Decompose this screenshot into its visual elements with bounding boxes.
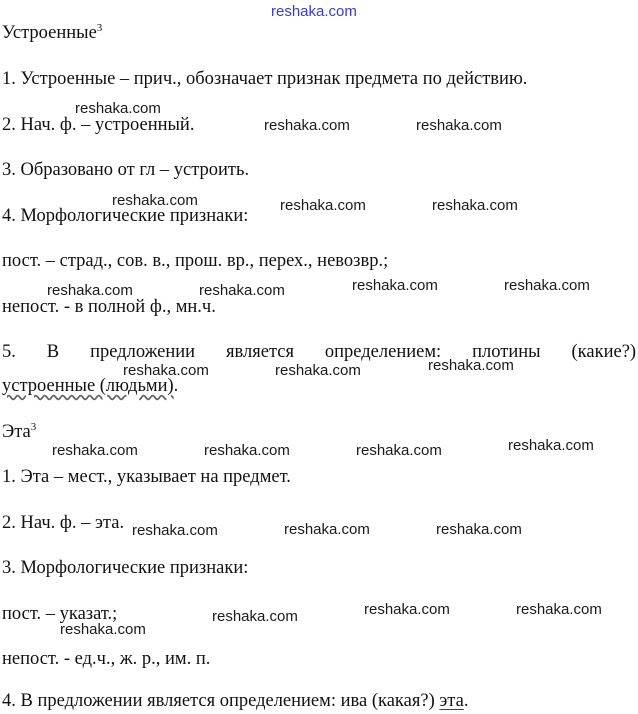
section1-item-1: 1. Устроенные – прич., обозначает признак предмета по действию.: [2, 69, 528, 89]
period: .: [463, 691, 469, 711]
watermark: reshaka.com: [52, 442, 138, 459]
top-watermark: reshaka.com: [271, 3, 357, 20]
section1-constant: пост. – страд., сов. в., прош. вр., перех., невозвр.;: [2, 251, 389, 271]
section1-item-5-line1: [2, 341, 636, 363]
watermark: reshaka.com: [504, 277, 590, 294]
watermark: reshaka.com: [199, 282, 285, 299]
watermark: reshaka.com: [75, 100, 161, 117]
watermark: reshaka.com: [352, 277, 438, 294]
watermark: reshaka.com: [112, 192, 198, 209]
section2-title: [2, 421, 36, 443]
watermark: reshaka.com: [275, 362, 361, 379]
section2-item-3: 3. Морфологические признаки:: [2, 558, 249, 578]
watermark: reshaka.com: [436, 521, 522, 538]
section2-sup: 3: [30, 420, 37, 433]
watermark: reshaka.com: [364, 601, 450, 618]
underlined-word: эта: [439, 691, 464, 711]
section1-item-4: 4. Морфологические признаки:: [2, 206, 249, 226]
item5-word: 5.: [2, 342, 16, 362]
watermark: reshaka.com: [280, 197, 366, 214]
watermark: reshaka.com: [212, 608, 298, 625]
item5-word: предложении: [90, 342, 196, 362]
watermark: reshaka.com: [132, 522, 218, 539]
section1-sup: 3: [96, 21, 103, 34]
underlined-phrase: устроенные (людьми): [2, 376, 174, 396]
watermark: reshaka.com: [47, 282, 133, 299]
section2-constant: пост. – указат.;: [2, 604, 118, 624]
section2-item-2: 2. Нач. ф. – эта.: [2, 513, 125, 533]
watermark: reshaka.com: [428, 357, 514, 374]
item5-word: (какие?): [571, 342, 637, 362]
watermark: reshaka.com: [123, 362, 209, 379]
watermark: reshaka.com: [264, 117, 350, 134]
section1-title: [2, 22, 102, 44]
section1-word: Устроенные: [2, 23, 97, 43]
watermark: reshaka.com: [516, 601, 602, 618]
section2-item-1: 1. Эта – мест., указывает на предмет.: [2, 467, 291, 487]
period: .: [173, 376, 179, 396]
item5-word: определением:: [324, 342, 442, 362]
item5-word: В: [46, 342, 60, 362]
section2-item-4: [2, 690, 468, 712]
watermark: reshaka.com: [204, 442, 290, 459]
section1-item-2: 2. Нач. ф. – устроенный.: [2, 115, 195, 135]
watermark: reshaka.com: [60, 621, 146, 638]
item5-word: плотины: [472, 342, 541, 362]
watermark: reshaka.com: [508, 437, 594, 454]
item4-text: 4. В предложении является определением: ива (какая?): [2, 691, 440, 711]
watermark: reshaka.com: [432, 197, 518, 214]
watermark: reshaka.com: [356, 442, 442, 459]
section1-item-3: 3. Образовано от гл – устроить.: [2, 160, 250, 180]
watermark: reshaka.com: [284, 521, 370, 538]
section2-nonconstant: непост. - ед.ч., ж. р., им. п.: [2, 649, 211, 669]
item5-word: является: [226, 342, 294, 362]
section1-nonconstant: непост. - в полной ф., мн.ч.: [2, 297, 216, 317]
watermark: reshaka.com: [416, 117, 502, 134]
section2-word: Эта: [2, 422, 31, 442]
